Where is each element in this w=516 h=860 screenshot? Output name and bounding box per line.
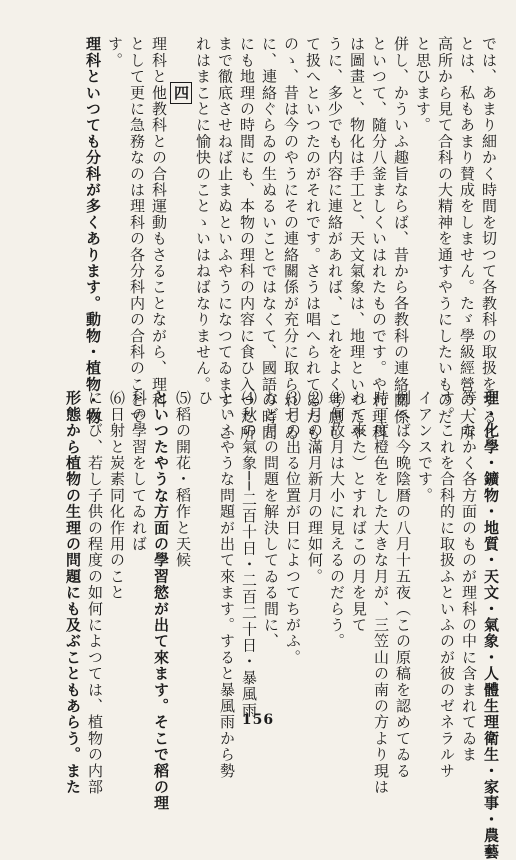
numbered-item: ⑸稻の開花・稻作と天候	[174, 390, 192, 569]
text-line: 高所から見て合科の大精神を通すやうにしたいものだ	[436, 36, 454, 425]
text-line: にも地理の時間にも、本物の理科の内容に食ひ入つた所	[238, 36, 256, 441]
numbered-item: ⑷秋の氣象──二百十日・二百二十日・暴風雨	[240, 390, 258, 719]
text-line: のゝ、昔は今のやうにその連絡關係が充分に取られてゐ	[282, 36, 300, 441]
upper-text-block	[82, 36, 500, 441]
text-line: として更に急務なのは理科の各分科内の合科のことで	[128, 36, 146, 425]
section-heading	[170, 36, 192, 361]
text-line: といふやうな問題が出て來ます。すると暴風雨から勢	[218, 390, 236, 779]
text-line: 等、なかく各方面のものが理科の中に含まれてゐま	[460, 390, 478, 763]
text-line: は圖畫と、物化は手工と、天文氣象は、地理といつたや	[348, 36, 366, 441]
text-line: とは、私もあまり賛成をしません。たゞ學級經營の大所	[458, 36, 476, 441]
text-line: と思ひます。	[414, 36, 432, 134]
text-line: では、あまり細かく時間を切つて各教科の取扱をするこ	[480, 36, 498, 441]
text-line: うに、多少でも内容に連絡があれば、これをよく考慮し	[326, 36, 344, 441]
text-line: 科の學習をしてゐれば	[130, 390, 148, 552]
text-line: といつて、隨分八釜ましくいはれたものです。やれ理科	[370, 36, 388, 441]
text-line: 理・化學・鑛物・地質・天文・氣象・人體生理衛生・家事・農藝	[482, 390, 500, 860]
text-line: す。これを合科的に取扱ふといふのが彼のゼネラルサ	[438, 390, 456, 779]
numbered-item: ⑹日射と炭素同化作用のこと	[108, 390, 126, 601]
text-line: 例へば今晩陰暦の八月十五夜（この原稿を認めてゐる	[394, 390, 412, 779]
text-line: れはまことに愉快のことゝいはねばなりません。	[194, 36, 212, 393]
text-line: など月の問題を解決してゐる間に、	[262, 390, 280, 650]
numbered-item: ⑵月の滿月新月の理如何。	[306, 390, 324, 585]
numbered-item: ⑴何故月は大小に見えるのだらう。	[328, 390, 346, 650]
text-line: に及び、若し子供の程度の如何によつては、植物の内部	[86, 390, 104, 795]
text-line: といつたやうな方面の學習慾が出て來ます。そこで稻の理	[152, 390, 170, 812]
page-number: 156	[241, 712, 275, 728]
text-line: れて來た）とすればこの月を見て	[350, 390, 368, 633]
text-line: て扱へといつたのがそれです。さうは唱へられてゐたも	[304, 36, 322, 441]
text-line: す。	[106, 36, 124, 69]
text-line: に、連絡ぐらゐの生ぬるいことではなくて、國語の時間	[260, 36, 278, 441]
text-line: 時丁度橙色をした大きな月が、三笠山の南の方より現は	[372, 390, 390, 795]
bold-text-line: 理科といつても分科が多くあります。動物・植物・物	[84, 36, 102, 425]
text-line: ひ	[196, 390, 214, 407]
numbered-item: ⑶月の出る位置が日によつてちがふ。	[284, 390, 302, 666]
text-line: 理科と他教科との合科運動もさることながら、理科	[150, 36, 168, 409]
text-line: まで徹底させねば止まぬといふやうになつてゐます。こ	[216, 36, 234, 441]
text-line: イアンスです。	[416, 390, 434, 504]
section-number: 四	[170, 82, 192, 104]
text-line: 併し、かういふ趣旨ならば、昔から各教科の連絡關係	[392, 36, 410, 425]
text-line: 形態から植物の生理の問題にも及ぶこともあらう。また	[64, 390, 82, 795]
